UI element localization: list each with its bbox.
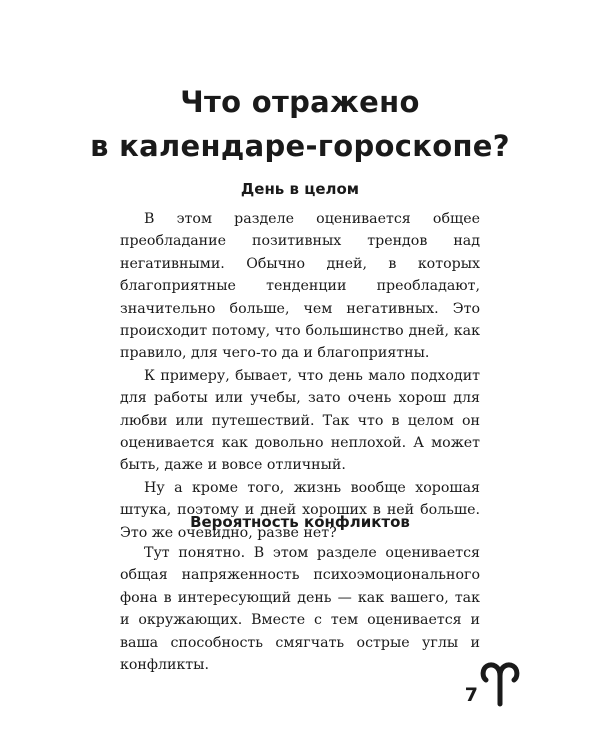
aries-icon xyxy=(478,660,522,708)
page-title xyxy=(60,80,540,168)
section-day-overall xyxy=(120,208,480,544)
title-line-2: в календаре-гороскопе? xyxy=(90,129,510,163)
section-heading-conflicts: Вероятность конфликтов xyxy=(190,513,410,531)
paragraph: К примеру, бывает, что день мало подходит для работы или учебы, зато очень хорош для любви или путешествий. Так что в целом он оценивается как довольно неплохой. А может быть, даже и вовсе отличный. xyxy=(120,367,480,474)
page-number: 7 xyxy=(464,684,478,706)
section-conflicts xyxy=(120,542,480,676)
paragraph: Тут понятно. В этом разделе оценивается общая напряженность психоэмоционального фона в интересующий день — как вашего, так и окружающих. Вместе с тем оценивается и ваша способность смягчать острые углы и конфликты. xyxy=(120,545,480,674)
paragraph: Ну а кроме того, жизнь вообще хорошая штука, поэтому и дней хороших в ней больше. Это же очевидно, разве нет? xyxy=(120,479,480,541)
paragraph: В этом разделе оценивается общее преобладание позитивных трендов над негативными. Обычно дней, в которых благоприятные тенденции преобладают, значительно больше, чем негативных. Это происходит потому, что большинство дней, как правило, для чего-то да и благоприятны. xyxy=(120,211,480,362)
section-heading-day-overall: День в целом xyxy=(240,180,360,198)
title-line-1: Что отражено xyxy=(180,85,420,119)
